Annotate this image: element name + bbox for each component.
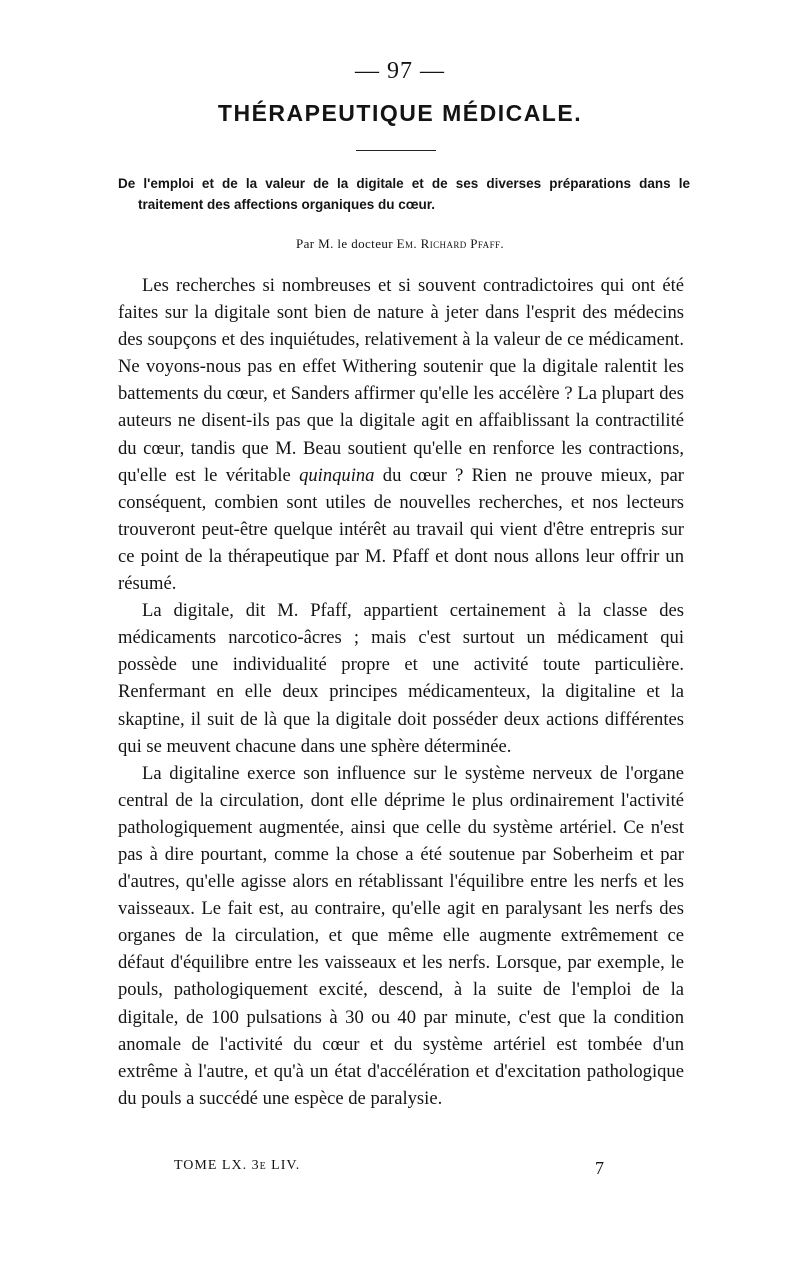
page-number: — 97 — (355, 58, 445, 84)
author-prefix: Par M. le docteur (295, 236, 397, 251)
paragraph-1-text-after: du cœur ? Rien ne prouve mieux, par conséquent, combien sont utiles de nouvelles recherches, et nos lecteurs trouveront peut-être quelque intérêt au travail qui vient d'être entrepris sur ce point de la thérapeutique par M. Pfaff et dont nous allons leur offrir un résumé. (118, 464, 684, 595)
article-body (118, 272, 684, 1112)
paragraph-3: La digitaline exerce son influence sur le système nerveux de l'organe central de la circulation, dont elle déprime le plus ordinairement l'activité pathologiquement augmentée, ainsi que celle du système artériel. Ce n'est pas à dire pourtant, comme la chose a été soutenue par Soberheim et par d'autres, qu'elle agisse alors en rétablissant l'équilibre entre les nerfs et les vaisseaux. Le fait est, au contraire, qu'elle agit en paralysant les nerfs des organes de la circulation, et que même elle augmente extrêmement ce défaut d'équilibre entre les vaisseaux et les nerfs. Lorsque, par exemple, le pouls, pathologiquement excité, descend, à la suite de l'emploi de la digitale, de 100 pulsations à 30 ou 40 par minute, c'est que la condition anomale de l'activité du cœur et du système artériel est tombée d'un extrême à l'autre, et qu'à un état d'accélération et d'excitation pathologique du pouls a succédé une espèce de paralysie. (118, 762, 684, 1109)
paragraph-2: La digitale, dit M. Pfaff, appartient certainement à la classe des médicaments narcotico-âcres ; mais c'est surtout un médicament qui possède une individualité propre et une activité toute particulière. Renfermant en elle deux principes médicamenteux, la digitaline et la skaptine, il suit de là que la digitale doit posséder deux actions différentes qui se meuvent chacune dans une sphère déterminée. (118, 600, 684, 757)
article-title: De l'emploi et de la valeur de la digitale et de ses diverses préparations dans le traitement des affections organiques du cœur. (118, 176, 690, 212)
title-divider (356, 150, 436, 151)
section-title: THÉRAPEUTIQUE MÉDICALE. (217, 100, 583, 126)
page-footer (174, 1158, 604, 1178)
author-line (0, 236, 800, 252)
volume-label: TOME LX. 3e LIV. (174, 1158, 301, 1173)
paragraph-1-text-before: Les recherches si nombreuses et si souvent contradictoires qui ont été faites sur la digitale sont bien de nature à jeter dans l'esprit des médecins des soupçons et des inquiétudes, relativement à la valeur de ce médicament. Ne voyons-nous pas en effet Withering soutenir que la digitale ralentit les battements du cœur, et Sanders affirmer qu'elle les accélère ? La plupart des auteurs ne disent-ils pas que la digitale agit en affaiblissant la contractilité du cœur, tandis que M. Beau soutient qu'elle en renforce les contractions, qu'elle est le véritable (118, 275, 684, 486)
signature-mark: 7 (595, 1158, 604, 1178)
author-name: Em. Richard Pfaff. (396, 236, 505, 251)
paragraph-1 (118, 272, 684, 597)
paragraph-1-emphasis: quinquina (299, 464, 375, 486)
